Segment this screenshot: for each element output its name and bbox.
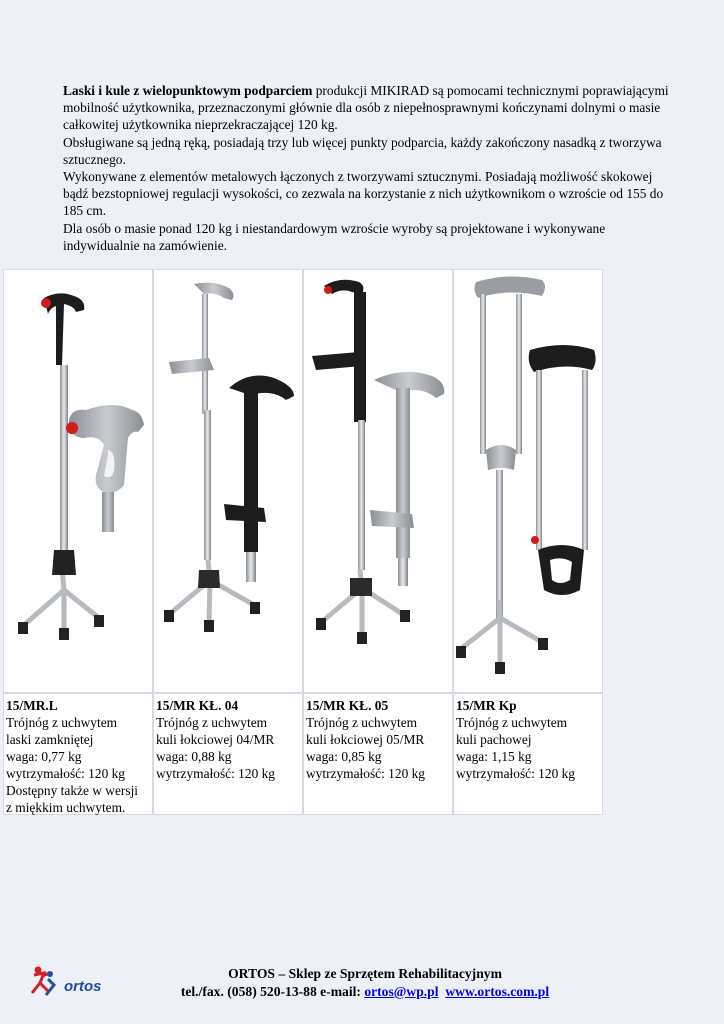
footer-contact: [140, 965, 590, 1000]
product-desc-line: Trójnóg z uchwytem: [6, 715, 118, 730]
product-code: 15/MR KŁ. 04: [156, 698, 239, 713]
email-link[interactable]: ortos@wp.pl: [364, 983, 439, 999]
website-link[interactable]: www.ortos.com.pl: [445, 983, 550, 999]
logo-wordmark: ortos: [64, 978, 102, 995]
product-note: z miękkim uchwytem.: [6, 800, 126, 815]
product-code: 15/MR.L: [6, 698, 58, 713]
product-weight: waga: 1,15 kg: [456, 749, 532, 764]
intro-paragraph-4: Dla osób o masie ponad 120 kg i niestandardowym wzroście wyroby są projektowane i wykonywane indywidualnie na zamówienie.: [63, 220, 606, 253]
elbow-crutch-tripod-05-illustration: [304, 270, 453, 693]
product-desc-line: Trójnóg z uchwytem: [156, 715, 268, 730]
intro-paragraph-1-rest: produkcji MIKIRAD są pomocami technicznymi poprawiającymi mobilność użytkownika, przeznaczonymi głównie dla osób z niepełnosprawnymi kończynami dolnymi o masie całkowitej użytkownika nieprzekraczającej 120 kg.: [63, 83, 669, 133]
product-desc-line: kuli łokciowej 04/MR: [156, 732, 275, 747]
product-weight: waga: 0,88 kg: [156, 749, 232, 764]
product-code: 15/MR Kp: [456, 698, 517, 713]
product-desc-line: Trójnóg z uchwytem: [456, 715, 568, 730]
product-strength: wytrzymałość: 120 kg: [156, 766, 276, 781]
footer-phone: tel./fax. (058) 520-13-88 e-mail:: [180, 983, 365, 999]
product-info-kl04: [153, 693, 303, 815]
product-strength: wytrzymałość: 120 kg: [6, 766, 126, 781]
product-note: Dostępny także w wersji: [6, 783, 139, 798]
footer-contact-line: [140, 983, 590, 1001]
intro-paragraph-2: Obsługiwane są jedną ręką, posiadają trzy lub więcej punkty podparcia, każdy zakończony nasadką z tworzywa sztucznego.: [63, 134, 662, 167]
product-image-mrl: [3, 269, 153, 693]
ortos-logo-icon: [30, 965, 125, 997]
axillary-crutch-tripod-illustration: [454, 270, 603, 693]
product-desc-line: kuli pachowej: [456, 732, 532, 747]
product-info-mrl: [3, 693, 153, 815]
product-desc-line: laski zamkniętej: [6, 732, 94, 747]
product-image-kl05: [303, 269, 453, 693]
product-desc-line: kuli łokciowej 05/MR: [306, 732, 425, 747]
product-image-kl04: [153, 269, 303, 693]
footer-shop-name: ORTOS – Sklep ze Sprzętem Rehabilitacyjnym: [228, 966, 502, 981]
intro-bold-lead: Laski i kule z wielopunktowym podparciem: [63, 83, 313, 98]
tripod-cane-illustration: [4, 270, 153, 693]
product-info-kp: [453, 693, 603, 815]
footer: [0, 965, 724, 1005]
product-weight: waga: 0,77 kg: [6, 749, 82, 764]
product-info-kl05: [303, 693, 453, 815]
elbow-crutch-tripod-04-illustration: [154, 270, 303, 693]
product-table: [3, 269, 603, 815]
product-code: 15/MR KŁ. 05: [306, 698, 389, 713]
intro-text: [63, 82, 673, 254]
product-strength: wytrzymałość: 120 kg: [306, 766, 426, 781]
intro-paragraph-3: Wykonywane z elementów metalowych łączonych z tworzywami sztucznymi. Posiadają możliwość skokowej bądź bezstopniowej regulacji wysokości, co zezwala na korzystanie z nich użytkownikom o wzroście od 155 do 185 cm.: [63, 169, 664, 219]
product-desc-line: Trójnóg z uchwytem: [306, 715, 418, 730]
product-weight: waga: 0,85 kg: [306, 749, 382, 764]
product-strength: wytrzymałość: 120 kg: [456, 766, 576, 781]
intro-paragraph-1: [63, 82, 673, 134]
product-image-kp: [453, 269, 603, 693]
